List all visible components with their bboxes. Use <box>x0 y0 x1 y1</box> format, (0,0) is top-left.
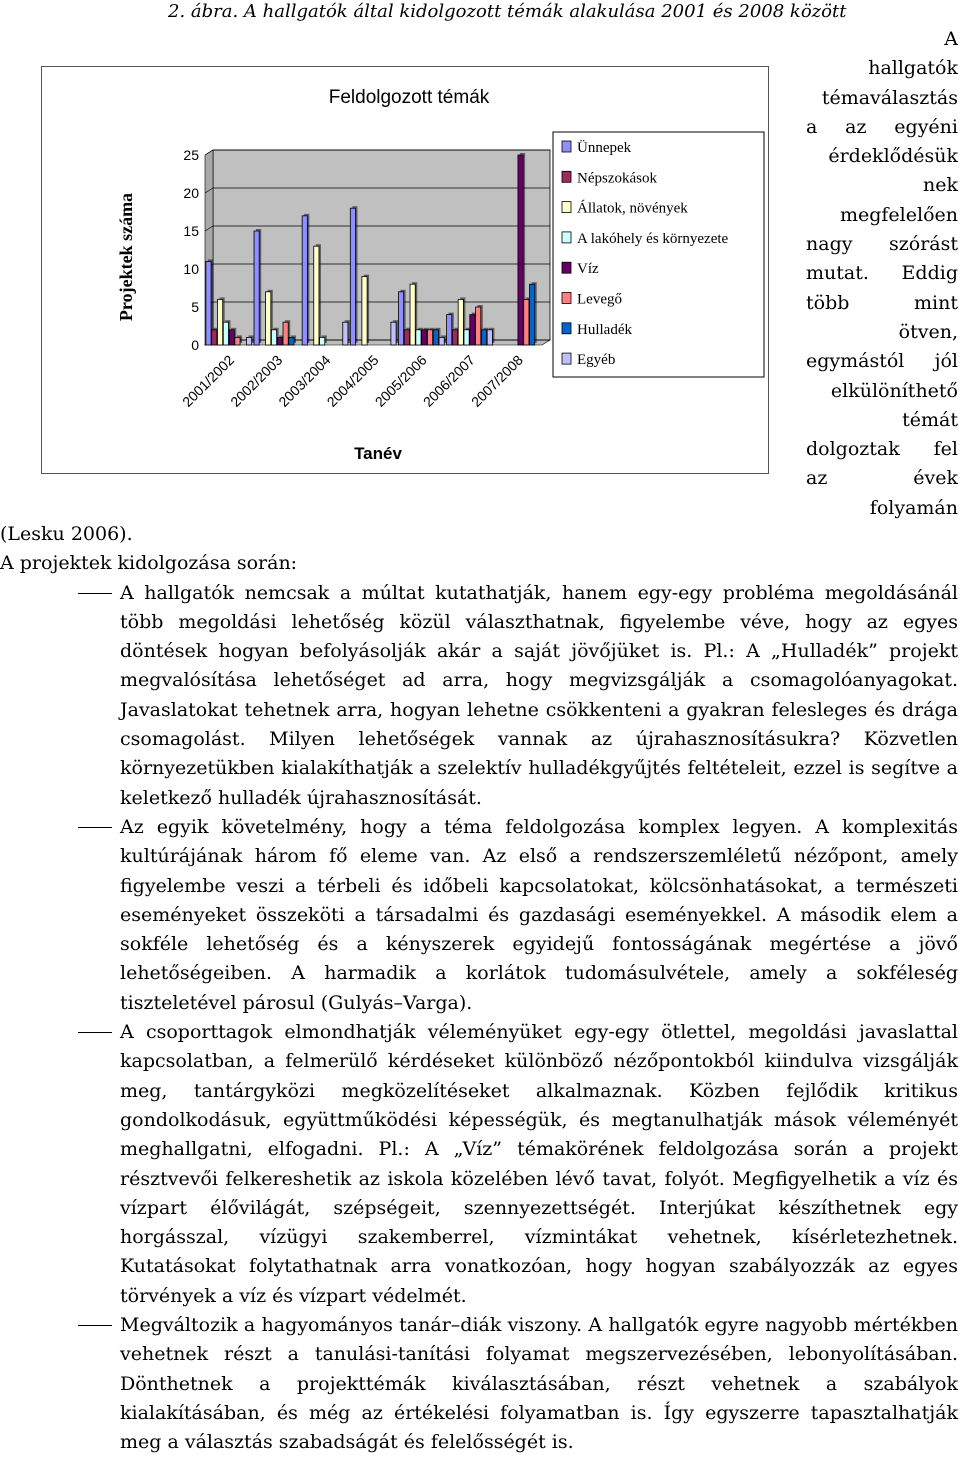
legend-label: Víz <box>577 261 599 278</box>
bar <box>447 315 452 345</box>
side-line: témát <box>902 408 958 431</box>
side-line: A <box>944 28 958 50</box>
side-line: megfelelően <box>839 203 958 226</box>
bar <box>314 246 319 345</box>
legend-swatch <box>562 141 571 152</box>
bullet-text: A hallgatók nemcsak a múltat kutathatják, hanem egy-egy probléma megoldásánál több megoldási lehetőség közül választhatnak, figyelembe véve, hogy az egyes döntések hogyan befolyásolják akár a saját jövőjüket is. Pl.: A „Hulladék” projekt megvalósítása lehetőséget ad arra, hogy megvizsgálják a csomagolóanyagokat. Javaslatokat tehetnek arra, hogyan lehetne csökkenteni a gyakran felesleges és drága csomagolást. Milyen lehetőségek vannak az újrahasznosításukra? Közvetlen környezetükben kialakíthatják a szelektív hulladékgyűjtés feltételeit, ezzel is segítve a keletkező hulladék újrahasznosítását. <box>120 581 958 809</box>
bar <box>217 299 222 345</box>
side-line: nek <box>923 174 958 197</box>
dash-bullet <box>78 593 112 594</box>
legend-swatch <box>562 202 571 213</box>
legend-swatch <box>562 232 571 243</box>
bullet-text: Megváltozik a hagyományos tanár–diák viszony. A hallgatók egyre nagyobb mértékben vehetnek részt a tanulási-tanítási folyamat megszervezésében, lebonyolításában. Dönthetnek a projekttémák kiválasztásában, részt vehetnek a szabályok kialakításában, és még az értékelési folyamatban is. Így egyszerre tapasztalhatják meg a választás szabadságát és felelősségét is. <box>120 1314 958 1454</box>
x-axis-title: Tanév <box>354 444 402 463</box>
bar <box>235 337 240 345</box>
side-line: dolgoztak fel <box>806 438 958 461</box>
side-line: mutat. Eddig <box>806 262 958 285</box>
y-tick-label: 15 <box>183 223 199 239</box>
side-line: nagy szórást <box>806 233 958 256</box>
side-line: elkülöníthető <box>830 379 958 402</box>
bar <box>464 330 469 345</box>
legend-label: Levegő <box>577 291 622 308</box>
legend-box <box>553 132 764 377</box>
bar <box>223 322 228 345</box>
bar <box>391 322 396 345</box>
dash-bullet <box>78 1032 112 1033</box>
legend-label: Népszokások <box>577 170 657 187</box>
bar <box>439 337 444 345</box>
bar <box>212 330 217 345</box>
bar <box>427 330 432 345</box>
y-axis-title: Projektek száma <box>116 192 136 322</box>
side-line: érdeklődésük <box>828 145 958 168</box>
figure-caption: 2. ábra. A hallgatók által kidolgozott témák alakulása 2001 és 2008 között <box>168 1 847 22</box>
bar <box>320 337 325 345</box>
bullet-item <box>0 813 960 1018</box>
bullet-item <box>0 1311 960 1457</box>
dash-bullet <box>78 827 112 828</box>
side-line: több mint <box>806 291 958 314</box>
bar <box>277 337 282 345</box>
bar <box>266 292 271 345</box>
x-tick-label: 2003/2004 <box>275 351 334 410</box>
plot-back-panel <box>213 150 550 340</box>
intro-line: A projektek kidolgozása során: <box>0 552 298 575</box>
bar <box>458 299 463 345</box>
legend-label: Ünnepek <box>577 140 632 156</box>
bar <box>398 292 403 345</box>
bar <box>229 330 234 345</box>
bar <box>476 307 481 345</box>
bar <box>254 231 259 345</box>
bar <box>302 216 307 345</box>
bar <box>487 330 492 345</box>
bar <box>410 284 415 345</box>
legend-label: Egyéb <box>577 352 616 369</box>
bar <box>518 155 523 345</box>
citation-line: (Lesku 2006). <box>0 523 133 545</box>
y-tick-label: 10 <box>183 261 199 277</box>
bar-chart <box>42 67 770 475</box>
bullet-item <box>0 579 960 813</box>
bar <box>433 330 438 345</box>
side-line: ötven, <box>898 320 958 343</box>
legend-swatch <box>562 171 571 182</box>
side-line: a az egyéni <box>806 115 958 138</box>
bullet-text: A csoporttagok elmondhatják véleményüket egy-egy ötlettel, megoldási javaslattal kapcsolatban, a felmerülő kérdéseket különböző nézőpontokból kiindulva vizsgálják meg, tantárgyközi megközelítéseket alkalmaznak. Közben fejlődik kritikus gondolkodásuk, együttműködési képességük, és megtanulhatják mások véleményét meghallgatni, elfogadni. Pl.: A „Víz” témakörének feldolgozása során a projekt résztvevői felkereshetik az iskola közelében lévő tavat, folyót. Megfigyelhetik a víz és vízpart élővilágát, szépségeit, szennyezettségét. Interjúkat készíthetnek egy horgásszal, vízügyi szakemberrel, vízmintákat vehetnek, kísérletezhetnek. Kutatásokat folytathatnak arra vonatkozóan, hogy hogyan szabályozzák az egyes törvények a víz és vízpart védelmét. <box>120 1021 958 1307</box>
bar <box>524 299 529 345</box>
x-tick-label: 2007/2008 <box>467 351 527 410</box>
side-line: témaválasztás <box>821 86 958 109</box>
legend-swatch <box>562 323 571 334</box>
legend-swatch <box>562 262 571 273</box>
bar <box>350 208 355 345</box>
bar <box>404 330 409 345</box>
x-tick-label: 2001/2002 <box>179 351 238 410</box>
bar <box>206 261 211 345</box>
bar <box>422 330 427 345</box>
bar <box>246 337 251 345</box>
y-tick-label: 20 <box>183 185 199 201</box>
y-tick-label: 25 <box>183 147 199 163</box>
bar <box>271 330 276 345</box>
bar <box>362 277 367 345</box>
side-line: az évek <box>806 467 958 490</box>
dash-bullet <box>78 1325 112 1326</box>
bullet-text: Az egyik követelmény, hogy a téma feldolgozása komplex legyen. A komplexitás kultúrájának három fő eleme van. Az első a rendszerszemléletű nézőpont, amely figyelembe veszi a térbeli és időbeli kapcsolatokat, kölcsönhatásokat, a természeti eseményeket összeköti a társadalmi és gazdasági eseményekkel. A második elem a sokféle lehetőség és a kényszerek egyidejű fontosságának megértése a jövő lehetőségeiben. A harmadik a korlátok tudomásulvétele, amely a sokféleség tiszteletével párosul (Gulyás–Varga). <box>120 815 958 1014</box>
bar <box>289 337 294 345</box>
legend-label: Hulladék <box>577 321 632 338</box>
legend-swatch <box>562 353 571 364</box>
side-paragraph <box>806 25 958 523</box>
x-tick-label: 2002/2003 <box>227 351 286 410</box>
legend-swatch <box>562 293 571 304</box>
y-tick-label: 0 <box>191 337 199 353</box>
chart-frame <box>41 66 769 474</box>
legend-label: Állatok, növények <box>577 200 688 217</box>
bar <box>343 322 348 345</box>
side-line: hallgatók <box>868 57 958 80</box>
bar <box>416 330 421 345</box>
legend-label: A lakóhely és környezete <box>577 230 729 247</box>
bar <box>283 322 288 345</box>
x-tick-label: 2005/2006 <box>371 351 430 410</box>
body-text <box>0 520 960 1458</box>
chart-title: Feldolgozott témák <box>328 87 490 108</box>
bar <box>481 330 486 345</box>
x-tick-label: 2006/2007 <box>419 351 478 410</box>
bullet-item <box>0 1018 960 1311</box>
side-line: egymástól jól <box>806 350 958 373</box>
bar <box>470 315 475 345</box>
bar <box>452 330 457 345</box>
x-tick-label: 2004/2005 <box>323 351 382 410</box>
bar <box>530 284 535 345</box>
side-line: folyamán <box>869 496 958 519</box>
y-tick-label: 5 <box>191 299 199 315</box>
